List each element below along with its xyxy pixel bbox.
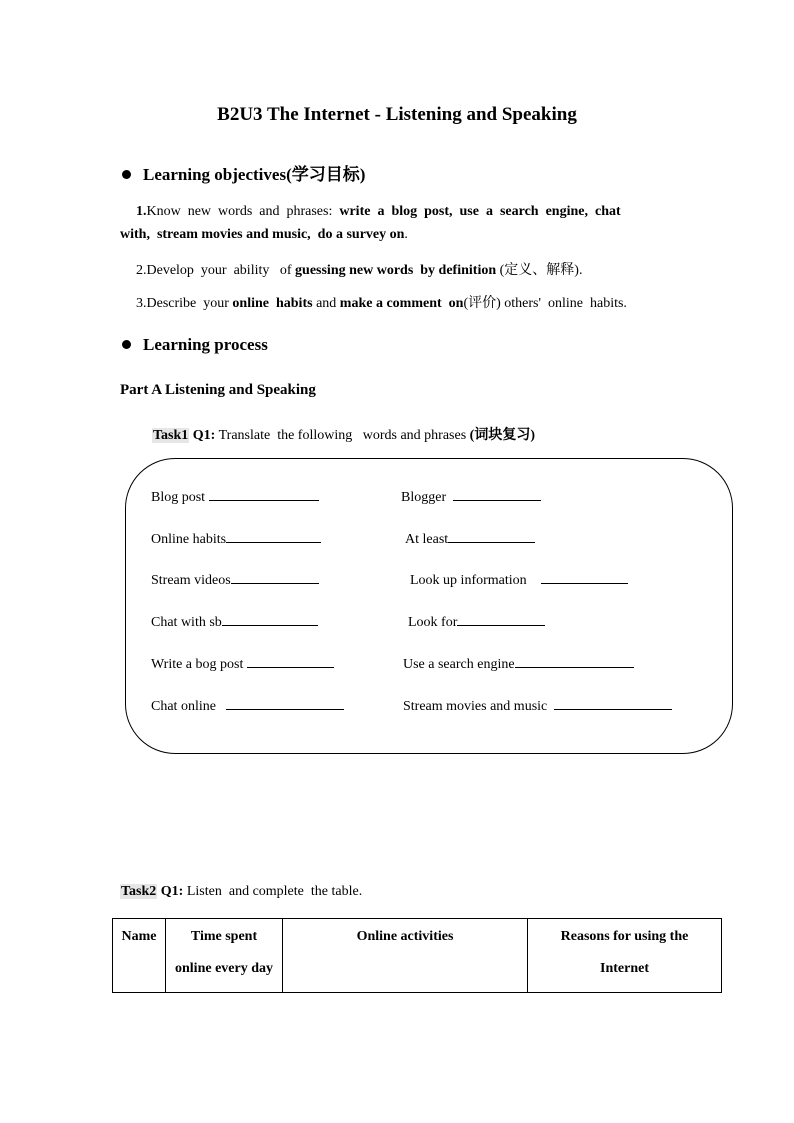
objective-2-bold: guessing new words by definition [295,263,497,278]
header-name [113,919,166,993]
header-reasons [528,919,722,993]
header-online-activities-text: Online activities [356,929,454,944]
objectives-heading-text: Learning objectives(学习目标) [143,165,366,184]
objective-1-bold-2: with, stream movies and music, do a survey on [120,227,405,242]
answer-blank[interactable] [457,611,545,626]
answer-blank[interactable] [448,528,535,543]
phrase-label: Write a bog post [151,657,244,672]
process-heading-text: Learning process [143,335,268,354]
page-title: B2U3 The Internet - Listening and Speaking [217,104,577,125]
header-time-spent [166,919,283,993]
objective-3-bold-1: online habits [232,296,313,311]
task2-question: Q1: [157,884,184,899]
phrase-left-6 [151,695,344,715]
process-heading [122,335,268,355]
phrase-right-2 [405,528,535,548]
bullet-icon [122,340,131,349]
task2-text: Listen and complete the table. [183,884,363,899]
phrase-right-3 [410,569,628,589]
phrase-left-2 [151,528,321,548]
phrase-label: Chat with sb [151,615,222,630]
header-time-spent-text: Time spent online every day [175,929,273,976]
objective-2 [136,259,582,279]
phrase-left-4 [151,611,318,631]
phrase-label: Blog post [151,490,206,505]
objective-3-suffix: (评价) others' online habits. [463,296,627,311]
answer-blank[interactable] [247,653,334,668]
objective-1-number: 1. [136,204,147,219]
task1-tag: Task1 [153,428,189,443]
phrase-label: Look up information [410,573,527,588]
task1-instruction [152,424,535,444]
phrase-label: Use a search engine [403,657,515,672]
answer-blank[interactable] [226,695,344,710]
objective-3 [136,292,627,312]
phrase-label: Blogger [401,490,447,505]
answer-blank[interactable] [222,611,318,626]
phrase-label: At least [405,532,449,547]
objective-1-prefix: Know new words and phrases: [146,204,340,219]
part-a-heading: Part A Listening and Speaking [120,382,316,398]
objective-3-bold-2: make a comment on [339,296,464,311]
phrase-left-1 [151,486,319,506]
task1-question: Q1: [189,428,216,443]
task2-tag: Task2 [121,884,157,899]
bullet-icon [122,170,131,179]
header-name-text: Name [121,929,157,944]
phrase-right-6 [403,695,672,715]
objective-2-suffix: (定义、解释). [496,263,583,278]
phrase-label: Stream videos [151,573,231,588]
header-reasons-text: Reasons for using the Internet [560,929,689,976]
task1-text: Translate the following words and phrases [215,428,470,443]
phrase-label: Online habits [151,532,227,547]
header-online-activities [283,919,528,993]
objective-2-prefix: 2.Develop your ability of [136,263,296,278]
table-header-row [113,919,722,993]
phrase-left-3 [151,569,319,589]
answer-blank[interactable] [453,486,541,501]
phrase-label: Stream movies and music [403,699,548,714]
task2-instruction [120,884,362,900]
phrase-label: Look for [408,615,458,630]
objective-1-line-2 [120,227,408,243]
objective-1-bold-1: write a blog post, use a search engine, chat [339,204,621,219]
answer-blank[interactable] [226,528,321,543]
objective-1-line-1 [136,204,621,220]
phrase-right-5 [403,653,634,673]
objective-1-end: . [404,227,408,242]
phrase-label: Chat online [151,699,216,714]
phrase-left-5 [151,653,334,673]
phrase-right-4 [408,611,545,631]
objective-3-prefix: 3.Describe your [136,296,233,311]
activities-table [112,918,722,993]
answer-blank[interactable] [209,486,319,501]
objectives-heading [122,160,365,185]
phrase-right-1 [401,486,541,506]
answer-blank[interactable] [554,695,672,710]
objective-3-mid: and [312,296,340,311]
answer-blank[interactable] [515,653,634,668]
answer-blank[interactable] [541,569,628,584]
task1-suffix: (词块复习) [469,428,535,443]
answer-blank[interactable] [231,569,319,584]
